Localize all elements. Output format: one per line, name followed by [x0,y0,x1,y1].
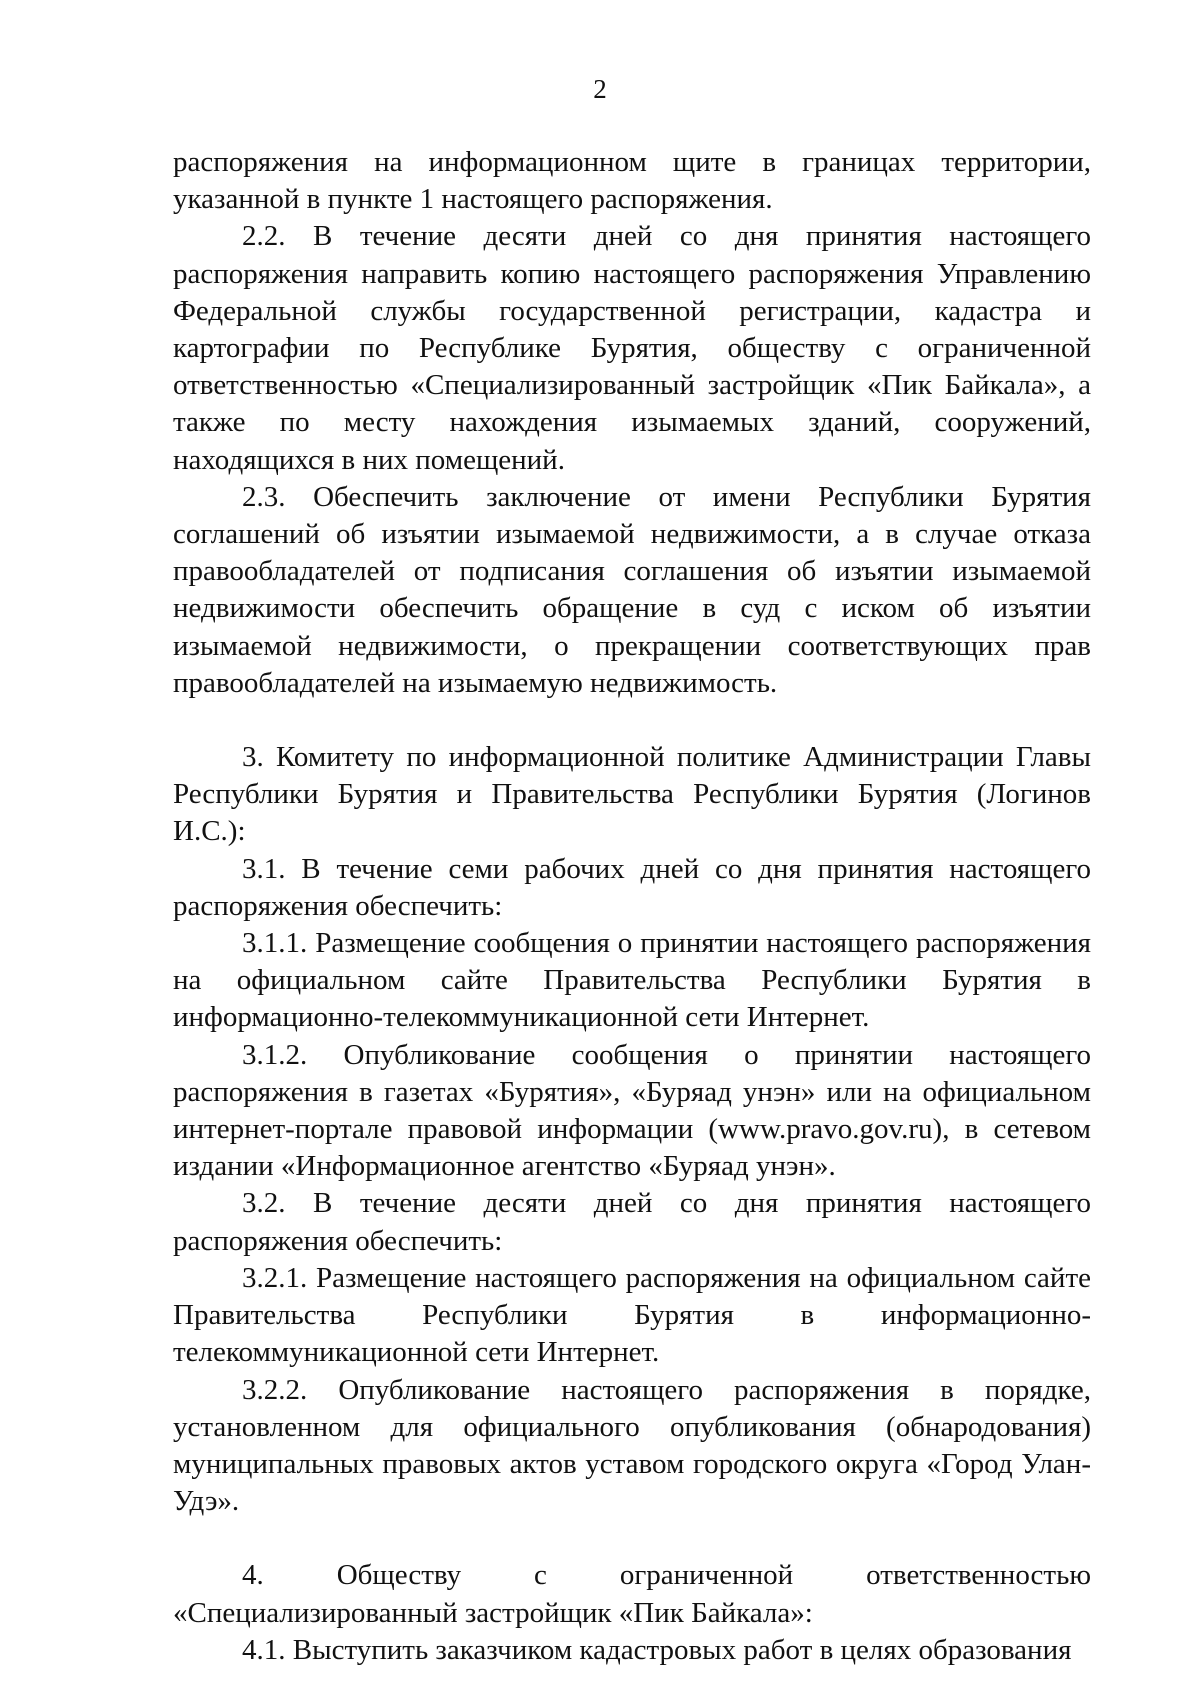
paragraph-2-3: 2.3. Обеспечить заключение от имени Республики Бурятия соглашений об изъятии изымаемой недвижимости, а в случае отказа правообладателей от подписания соглашения об изъятии изымаемой недвижимости обеспечить обращение в суд с иском об изъятии изымаемой недвижимости, о прекращении соответствующих прав правообладателей на изымаемую недвижимость. [173,480,1091,699]
paragraph-3-2-2: 3.2.2. Опубликование настоящего распоряжения в порядке, установленном для официального опубликования (обнародования) муниципальных правовых актов уставом городского округа «Город Улан-Удэ». [173,1373,1091,1518]
paragraph-4: 4. Обществу с ограниченной ответственностью «Специализированный застройщик «Пик Байкала»: [173,1559,1091,1629]
paragraph-3-2: 3.2. В течение десяти дней со дня принятия настоящего распоряжения обеспечить: [173,1187,1091,1257]
paragraph-3: 3. Комитету по информационной политике Администрации Главы Республики Бурятия и Правительства Республики Бурятия (Логинов И.С.): [173,741,1091,848]
paragraph-3-2-1: 3.2.1. Размещение настоящего распоряжения на официальном сайте Правительства Республики Бурятия в информационно-телекоммуникационной сети Интернет. [173,1261,1091,1369]
paragraph-3-1-1: 3.1.1. Размещение сообщения о принятии настоящего распоряжения на официальном сайте Правительства Республики Бурятия в информационно-телекоммуникационной сети Интернет. [173,927,1091,1034]
page-number: 2 [593,74,607,104]
paragraph-3-1: 3.1. В течение семи рабочих дней со дня принятия настоящего распоряжения обеспечить: [173,852,1091,922]
paragraph-4-1: 4.1. Выступить заказчиком кадастровых работ в целях образования [242,1633,1072,1666]
paragraph-continuation: распоряжения на информационном щите в границах территории, указанной в пункте 1 настоящего распоряжения. [173,146,1091,216]
paragraph-3-1-2: 3.1.2. Опубликование сообщения о принятии настоящего распоряжения в газетах «Бурятия», «Буряад унэн» или на официальном интернет-портале правовой информации (www.pravo.gov.ru), в сетевом издании «Информационное агентство «Буряад унэн». [173,1038,1091,1183]
document-body [173,144,1091,1669]
paragraph-2-2: 2.2. В течение десяти дней со дня принятия настоящего распоряжения направить копию настоящего распоряжения Управлению Федеральной службы государственной регистрации, кадастра и картографии по Республике Бурятия, обществу с ограниченной ответственностью «Специализированный застройщик «Пик Байкала», а также по месту нахождения изымаемых зданий, сооружений, находящихся в них помещений. [173,220,1091,476]
